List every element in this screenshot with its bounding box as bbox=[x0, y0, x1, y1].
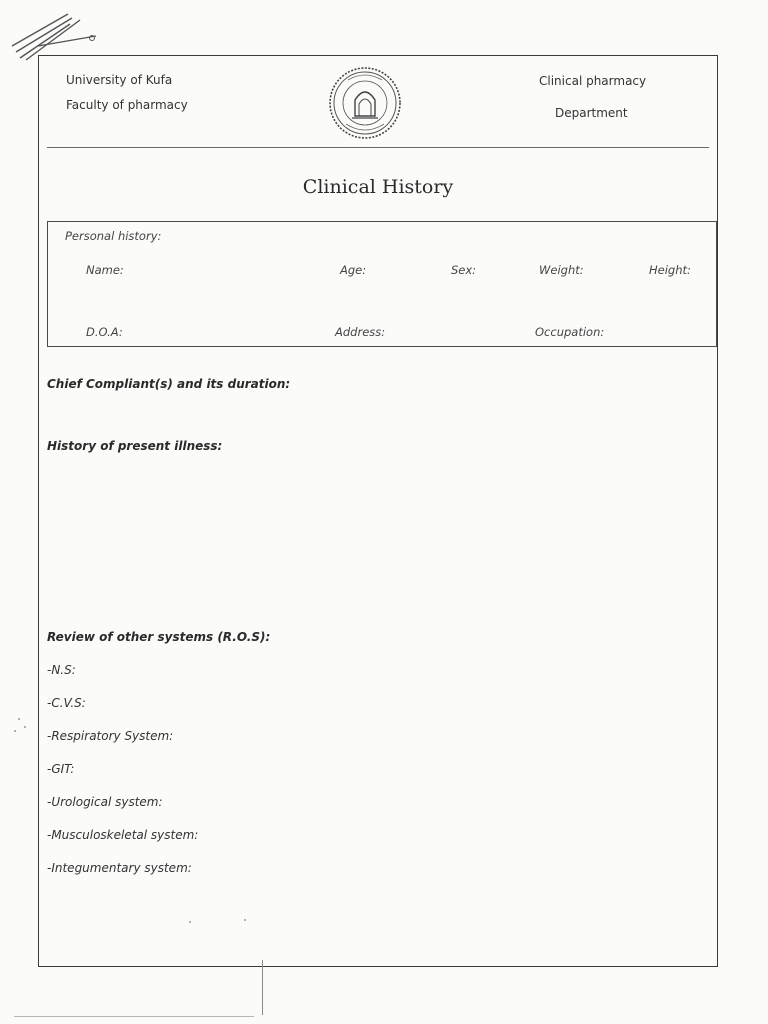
university-seal-icon bbox=[328, 66, 402, 140]
form-frame bbox=[38, 55, 718, 967]
ros-musculoskeletal: -Musculoskeletal system: bbox=[47, 828, 199, 842]
name-field-label: Name: bbox=[86, 263, 124, 277]
ros-respiratory: -Respiratory System: bbox=[47, 729, 174, 743]
weight-field-label: Weight: bbox=[539, 263, 584, 277]
ros-urological: -Urological system: bbox=[47, 795, 163, 809]
present-illness-label: History of present illness: bbox=[47, 439, 223, 453]
height-field-label: Height: bbox=[649, 263, 691, 277]
ros-cvs: -C.V.S: bbox=[47, 696, 86, 710]
personal-history-box bbox=[47, 221, 717, 347]
department-name: Clinical pharmacy bbox=[539, 74, 647, 88]
scan-speck bbox=[189, 921, 191, 923]
ros-heading: Review of other systems (R.O.S): bbox=[47, 630, 271, 644]
scan-speck bbox=[14, 730, 16, 732]
ros-integumentary: -Integumentary system: bbox=[47, 861, 192, 875]
header-divider bbox=[47, 147, 709, 148]
faculty-name: Faculty of pharmacy bbox=[66, 98, 188, 112]
address-field-label: Address: bbox=[335, 325, 386, 339]
scan-speck bbox=[244, 919, 246, 921]
scan-artifact-line bbox=[262, 960, 263, 1015]
chief-complaint-label: Chief Compliant(s) and its duration: bbox=[47, 377, 291, 391]
occupation-field-label: Occupation: bbox=[535, 325, 605, 339]
page-title: Clinical History bbox=[302, 176, 454, 198]
ros-git: -GIT: bbox=[47, 762, 75, 776]
personal-history-heading: Personal history: bbox=[65, 229, 162, 243]
department-label: Department bbox=[555, 106, 628, 120]
doa-field-label: D.O.A: bbox=[86, 325, 123, 339]
sex-field-label: Sex: bbox=[451, 263, 477, 277]
ros-ns: -N.S: bbox=[47, 663, 76, 677]
age-field-label: Age: bbox=[340, 263, 367, 277]
scan-speck bbox=[18, 718, 20, 720]
university-name: University of Kufa bbox=[66, 73, 173, 87]
scan-speck bbox=[24, 726, 26, 728]
scan-artifact-line bbox=[14, 1016, 254, 1017]
